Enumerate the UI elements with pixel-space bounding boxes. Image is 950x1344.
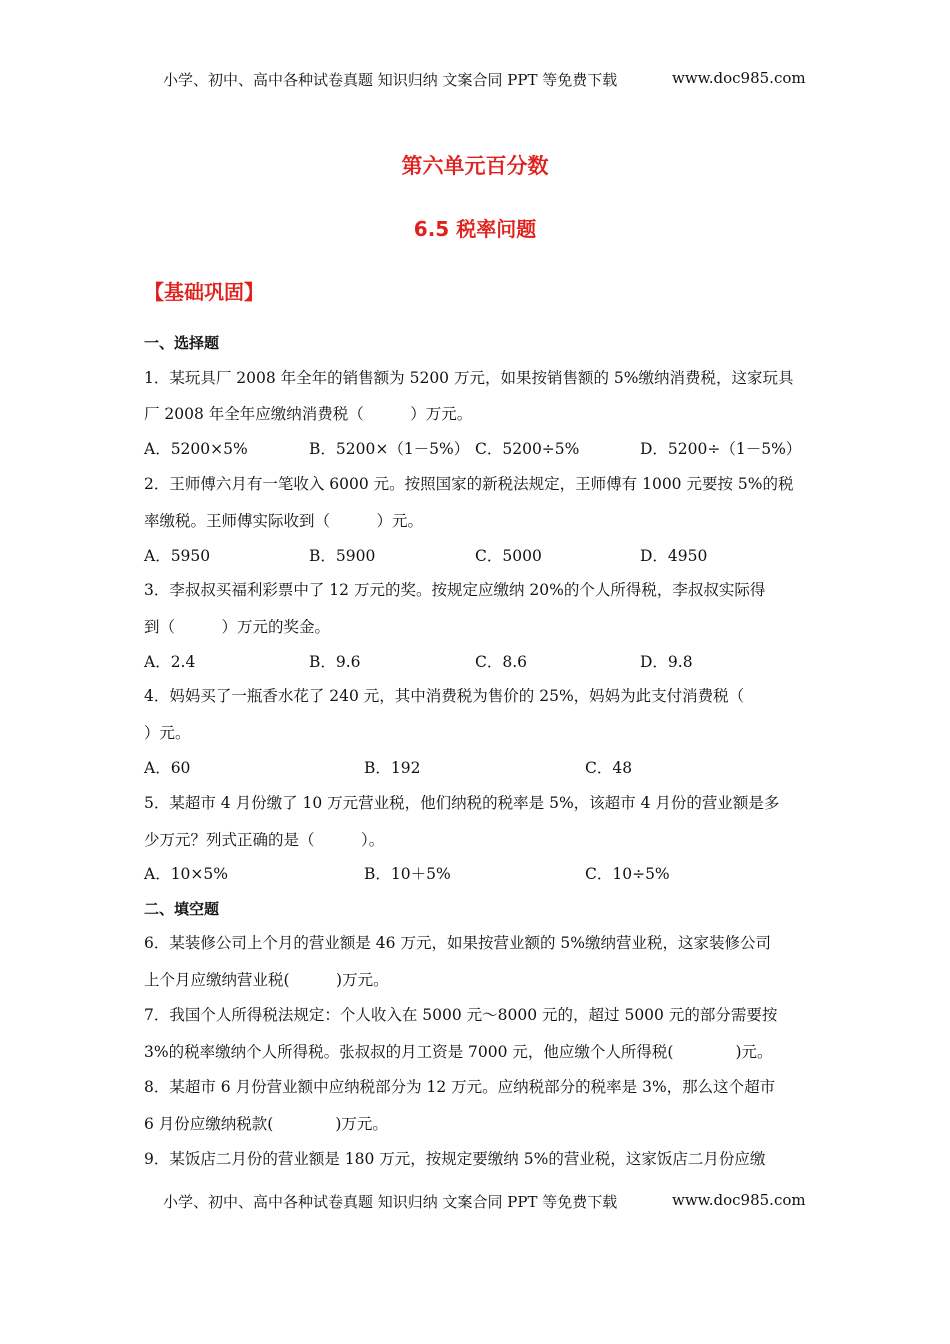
question-7-line-1: 7．我国个人所得税法规定：个人收入在 5000 元～8000 元的，超过 5000 元的部分需要按 <box>144 1006 778 1024</box>
question-8-line-2: 6 月份应缴纳税款( )万元。 <box>144 1115 388 1133</box>
footer-text: 小学、初中、高中各种试卷真题 知识归纳 文案合同 PPT 等免费下载 <box>163 1193 618 1211</box>
option-a: A．2.4 <box>144 653 196 671</box>
option-d: D．5200÷（1－5%） <box>640 440 802 458</box>
section-heading: 【基础巩固】 <box>144 280 264 304</box>
option-b: B．5200×（1－5%） <box>309 440 470 458</box>
page-title: 第六单元百分数 <box>401 154 549 178</box>
part-heading-choice: 一、选择题 <box>144 334 220 352</box>
page-header <box>163 69 806 90</box>
option-b: B．5900 <box>309 547 376 565</box>
header-url[interactable]: www.doc985.com <box>672 69 806 87</box>
option-a: A．60 <box>144 759 191 777</box>
option-c: C．5200÷5% <box>475 440 580 458</box>
question-6-line-2: 上个月应缴纳营业税( )万元。 <box>144 971 389 989</box>
question-2-line-1: 2．王师傅六月有一笔收入 6000 元。按照国家的新税法规定，王师傅有 1000 元要按 5%的税 <box>144 475 794 493</box>
part-heading-fill-in: 二、填空题 <box>144 900 220 918</box>
option-a: A．10×5% <box>144 865 228 883</box>
header-text: 小学、初中、高中各种试卷真题 知识归纳 文案合同 PPT 等免费下载 <box>163 71 618 89</box>
page-subtitle: 6.5 税率问题 <box>413 217 537 241</box>
option-d: D．4950 <box>640 547 708 565</box>
question-4-line-2: ）元。 <box>144 724 191 742</box>
question-2-line-2: 率缴税。王师傅实际收到（ ）元。 <box>144 512 424 530</box>
option-a: A．5200×5% <box>144 440 248 458</box>
question-3-line-1: 3．李叔叔买福利彩票中了 12 万元的奖。按规定应缴纳 20%的个人所得税，李叔叔实际得 <box>144 581 766 599</box>
option-c: C．10÷5% <box>585 865 670 883</box>
option-c: C．48 <box>585 759 633 777</box>
question-6-line-1: 6．某装修公司上个月的营业额是 46 万元，如果按营业额的 5%缴纳营业税，这家装修公司 <box>144 934 771 952</box>
option-c: C．5000 <box>475 547 542 565</box>
question-5-line-1: 5．某超市 4 月份缴了 10 万元营业税，他们纳税的税率是 5%，该超市 4 月份的营业额是多 <box>144 794 780 812</box>
option-a: A．5950 <box>144 547 211 565</box>
option-b: B．9.6 <box>309 653 361 671</box>
question-7-line-2: 3%的税率缴纳个人所得税。张叔叔的月工资是 7000 元，他应缴个人所得税( )元。 <box>144 1043 773 1061</box>
question-4-line-1: 4．妈妈买了一瓶香水花了 240 元，其中消费税为售价的 25%，妈妈为此支付消费税（ <box>144 687 745 705</box>
option-b: B．10＋5% <box>364 865 451 883</box>
option-b: B．192 <box>364 759 421 777</box>
page-footer <box>163 1191 806 1212</box>
question-1-line-1: 1．某玩具厂 2008 年全年的销售额为 5200 万元，如果按销售额的 5%缴纳消费税，这家玩具 <box>144 369 794 387</box>
option-d: D．9.8 <box>640 653 693 671</box>
question-8-line-1: 8．某超市 6 月份营业额中应纳税部分为 12 万元。应纳税部分的税率是 3%，那么这个超市 <box>144 1078 776 1096</box>
question-3-line-2: 到（ ）万元的奖金。 <box>144 618 331 636</box>
question-5-line-2: 少万元？列式正确的是（ ）。 <box>144 831 385 849</box>
option-c: C．8.6 <box>475 653 528 671</box>
question-1-line-2: 厂 2008 年全年应缴纳消费税（ ）万元。 <box>144 405 473 423</box>
footer-url[interactable]: www.doc985.com <box>672 1191 806 1209</box>
question-9-line-1: 9．某饭店二月份的营业额是 180 万元，按规定要缴纳 5%的营业税，这家饭店二月份应缴 <box>144 1150 766 1168</box>
